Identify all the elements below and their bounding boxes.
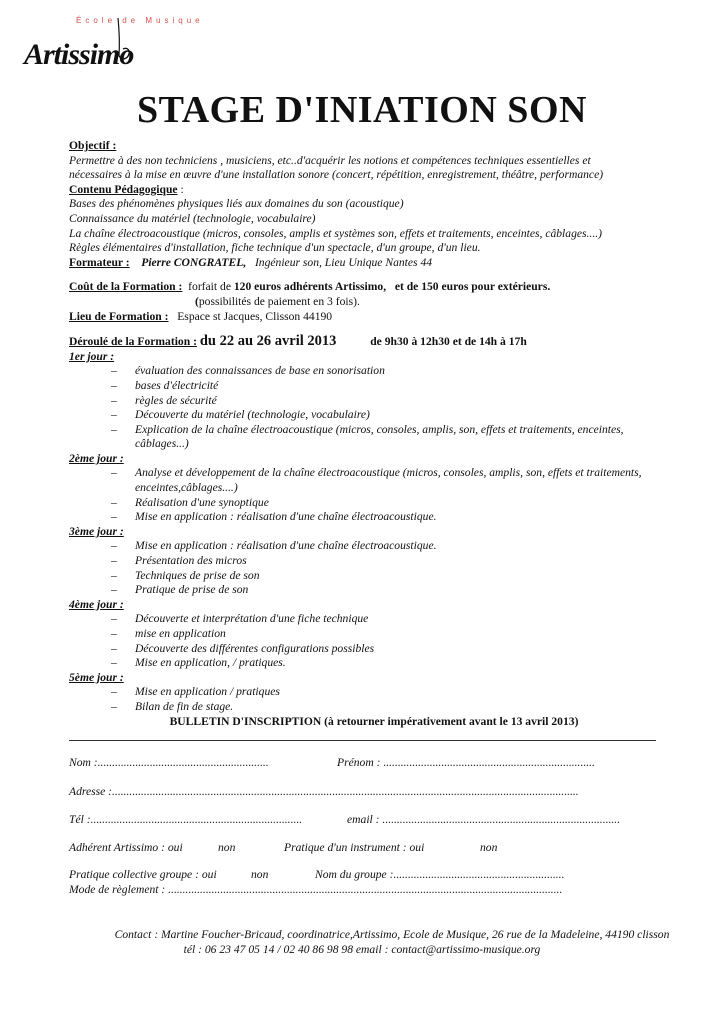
list-item: – Découverte des différentes configurations possibles (111, 641, 375, 655)
contenu-line-2: Connaissance du matériel (technologie, vocabulaire) (69, 211, 316, 225)
adresse-field[interactable]: Adresse :................................................................................................................................................................. (69, 785, 579, 798)
deroule-label: Déroulé de la Formation : (69, 335, 197, 349)
list-item: – Découverte et interprétation d'une fiche technique (111, 612, 369, 626)
inscription-title: BULLETIN D'INSCRIPTION (à retourner impérativement avant le 13 avril 2013) (169, 714, 579, 728)
list-item: – Analyse et développement de la chaîne électroacoustique (micros, consoles, amplis, son, effets et traitements, enceintes,câblages....) (111, 466, 642, 495)
tel-field[interactable]: Tél :......................................................................... (69, 813, 303, 826)
cout-paiement-paren: ( (195, 294, 199, 308)
cout-paiement-row (69, 295, 669, 310)
day-2-list (69, 466, 669, 524)
day-5-list (69, 685, 669, 714)
pratique-instrument-oui-option[interactable]: Pratique d'un instrument : oui (284, 841, 425, 854)
cout-pre: forfait de (188, 280, 231, 294)
cout-exterieurs: et de 150 euros pour extérieurs. (394, 280, 551, 294)
reglement-field[interactable]: Mode de règlement : ........................................................................................................................................ (69, 883, 563, 896)
lieu-value: Espace st Jacques, Clisson 44190 (177, 309, 333, 323)
formateur-name: Pierre CONGRATEL, (141, 255, 247, 269)
day-4-list (69, 612, 669, 670)
contenu-heading-suffix: : (177, 182, 184, 196)
list-item: – Mise en application / pratiques (111, 685, 280, 699)
prenom-field[interactable]: Prénom : ......................................................................... (337, 756, 595, 769)
page-title: STAGE D'INIATION SON (137, 89, 587, 131)
pratique-collective-non-option[interactable]: non (251, 868, 269, 881)
contenu-line-1: Bases des phénomènes physiques liés aux domaines du son (acoustique) (69, 197, 404, 211)
deroule-dates: du 22 au 26 avril 2013 (199, 333, 337, 350)
cout-adherents: 120 euros adhérents Artissimo, (233, 280, 387, 294)
day-3-title: 3ème jour : (69, 524, 124, 538)
contact-line-2: tél : 06 23 47 05 14 / 02 40 86 98 98 email : contact@artissimo-musique.org (183, 943, 541, 956)
list-item: – Techniques de prise de son (111, 568, 260, 582)
contenu-heading-row (69, 183, 669, 198)
list-item: – règles de sécurité (111, 393, 217, 407)
lieu-label: Lieu de Formation : (69, 309, 169, 323)
nom-field[interactable]: Nom :........................................................... (69, 756, 269, 769)
formateur-role: Ingénieur son, Lieu Unique Nantes 44 (254, 255, 433, 269)
list-item: – Pratique de prise de son (111, 583, 249, 597)
contact-block (0, 927, 724, 957)
cout-label: Coût de la Formation : (69, 280, 183, 294)
list-item: – Mise en application : réalisation d'une chaîne électroacoustique. (111, 539, 437, 553)
day-5-title: 5ème jour : (69, 670, 124, 684)
logo-name-text: Artissimo (24, 38, 134, 71)
list-item: – Présentation des micros (111, 554, 247, 568)
formateur-label: Formateur : (69, 255, 130, 269)
email-field[interactable]: email : .................................................................................. (347, 813, 621, 826)
adherent-oui-option[interactable]: Adhérent Artissimo : oui (69, 841, 183, 854)
list-item: – Mise en application : réalisation d'une chaîne électroacoustique. (111, 510, 437, 524)
day-1-list (69, 364, 669, 452)
day-2-title: 2ème jour : (69, 451, 124, 465)
contact-line-1: Contact : Martine Foucher-Bricaud, coordinatrice,Artissimo, Ecole de Musique, 26 rue de la Madeleine, 44190 clisson (114, 928, 670, 941)
contenu-line-3: La chaîne électroacoustique (micros, consoles, amplis et systèmes son, effets et traitements, enceintes, câblages....) (69, 226, 602, 240)
list-item: – Bilan de fin de stage. (111, 699, 234, 713)
day-1-title: 1er jour : (69, 349, 115, 363)
day-4-title: 4ème jour : (69, 597, 124, 611)
deroule-hours: de 9h30 à 12h30 et de 14h à 17h (370, 335, 527, 349)
deroule-row (69, 334, 669, 350)
groupe-field[interactable]: Nom du groupe :........................................................... (315, 868, 565, 881)
list-item: – évaluation des connaissances de base en sonorisation (111, 364, 385, 378)
artissimo-logo (20, 10, 220, 80)
lieu-row (69, 310, 669, 325)
objectif-line-2: nécessaires à la mise en œuvre d'une installation sonore (concert, répétition, enregistrement, théâtre, performance) (69, 168, 604, 182)
list-item: – Découverte du matériel (technologie, vocabulaire) (111, 408, 370, 422)
inscription-divider (69, 740, 656, 741)
contenu-line-4: Règles élémentaires d'installation, fiche technique d'un spectacle, d'un groupe, d'un lieu. (69, 241, 481, 255)
pratique-instrument-non-option[interactable]: non (480, 841, 498, 854)
contenu-heading: Contenu Pédagogique (69, 182, 178, 196)
list-item: – bases d'électricité (111, 378, 219, 392)
objectif-line-1: Permettre à des non techniciens , musiciens, etc..d'acquérir les notions et compétences techniques essentielles et (69, 153, 591, 167)
pratique-collective-oui-option[interactable]: Pratique collective groupe : oui (69, 868, 217, 881)
cout-row (69, 280, 669, 295)
logo-school-text: École de Musique (76, 16, 204, 25)
list-item: – Mise en application, / pratiques. (111, 656, 286, 670)
list-item: – Réalisation d'une synoptique (111, 495, 269, 509)
adherent-non-option[interactable]: non (218, 841, 236, 854)
stage-description (69, 139, 669, 729)
objectif-heading: Objectif : (69, 139, 117, 152)
cout-paiement: possibilités de paiement en 3 fois). (198, 294, 360, 308)
formateur-row (69, 256, 669, 271)
day-3-list (69, 539, 669, 597)
list-item: – Explication de la chaîne électroacoustique (micros, consoles, amplis, son, effets et traitements, enceintes, câblages...) (111, 422, 624, 451)
list-item: – mise en application (111, 627, 226, 640)
